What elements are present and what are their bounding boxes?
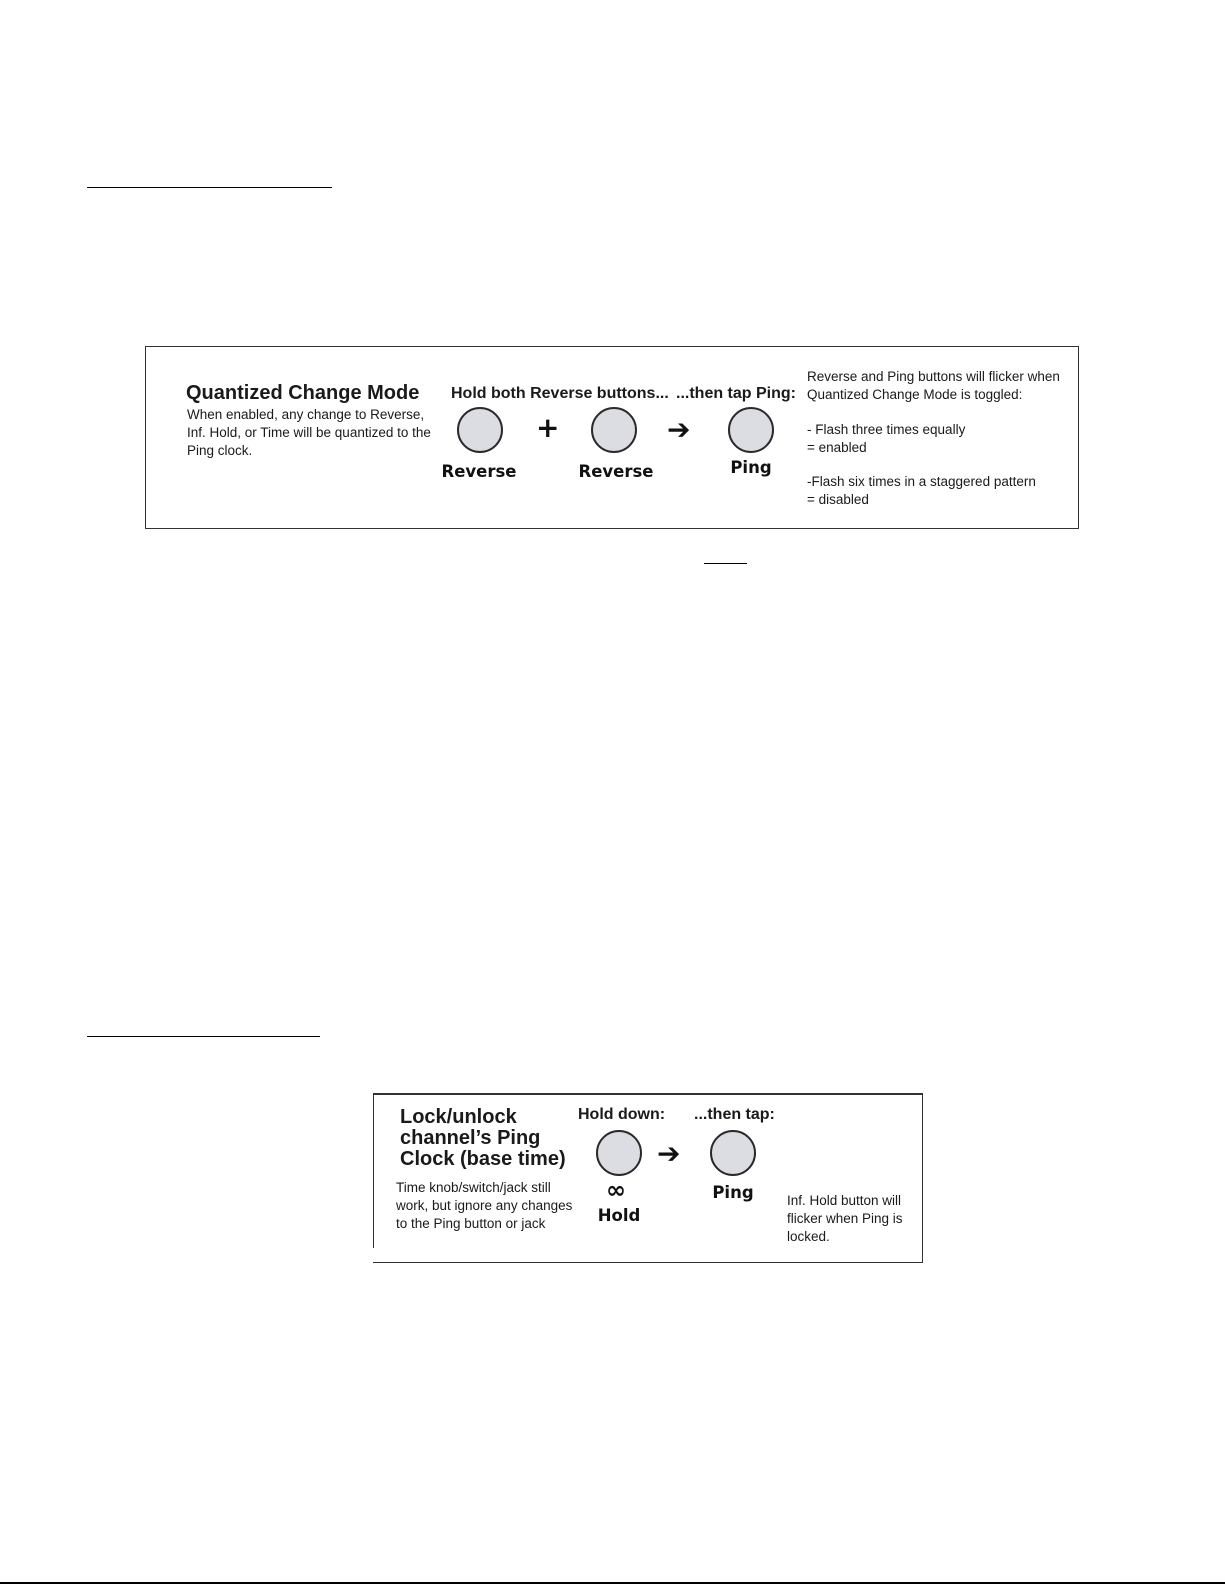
hold-button [596,1130,642,1176]
section-heading-underline [87,187,332,188]
inline-underline [704,563,747,564]
panel-description: Time knob/switch/jack still work, but ignore any changes to the Ping button or jack [396,1180,573,1231]
flicker-note-enabled: - Flash three times equally = enabled [807,422,966,455]
reverse-button-1-label: Reverse [441,462,517,481]
arrow-right-icon: ➔ [657,1137,681,1170]
arrow-right-icon: ➔ [667,413,691,446]
step-tap-title: ...then tap: [694,1106,775,1123]
ping-button-label: Ping [712,1183,754,1202]
flicker-note: Inf. Hold button will flicker when Ping is locked. [787,1193,903,1244]
panel-title: Quantized Change Mode [186,382,420,404]
step-tap-title: ...then tap Ping: [676,385,796,402]
hold-button-label: Hold [597,1206,641,1225]
section-heading-underline [87,1036,320,1037]
step-hold-title: Hold both Reverse buttons... [451,385,669,402]
panel-description: When enabled, any change to Reverse, Inf. Hold, or Time will be quantized to the Ping clock. [187,407,431,458]
ping-button-label: Ping [730,458,772,477]
page-footer-rule [0,1582,1225,1584]
infinity-icon: ∞ [606,1176,626,1204]
ping-button [710,1130,756,1176]
step-hold-title: Hold down: [578,1106,666,1123]
flicker-note-intro: Reverse and Ping buttons will flicker when Quantized Change Mode is toggled: [807,369,1060,402]
panel-title: Lock/unlock channel’s Ping Clock (base time) [400,1106,566,1170]
reverse-button-1 [457,407,503,453]
flicker-note-disabled: -Flash six times in a staggered pattern = disabled [807,474,1036,507]
reverse-button-2 [591,407,637,453]
plus-icon: + [536,411,560,444]
ping-button [728,407,774,453]
reverse-button-2-label: Reverse [578,462,654,481]
panel-left-border [373,1093,374,1248]
